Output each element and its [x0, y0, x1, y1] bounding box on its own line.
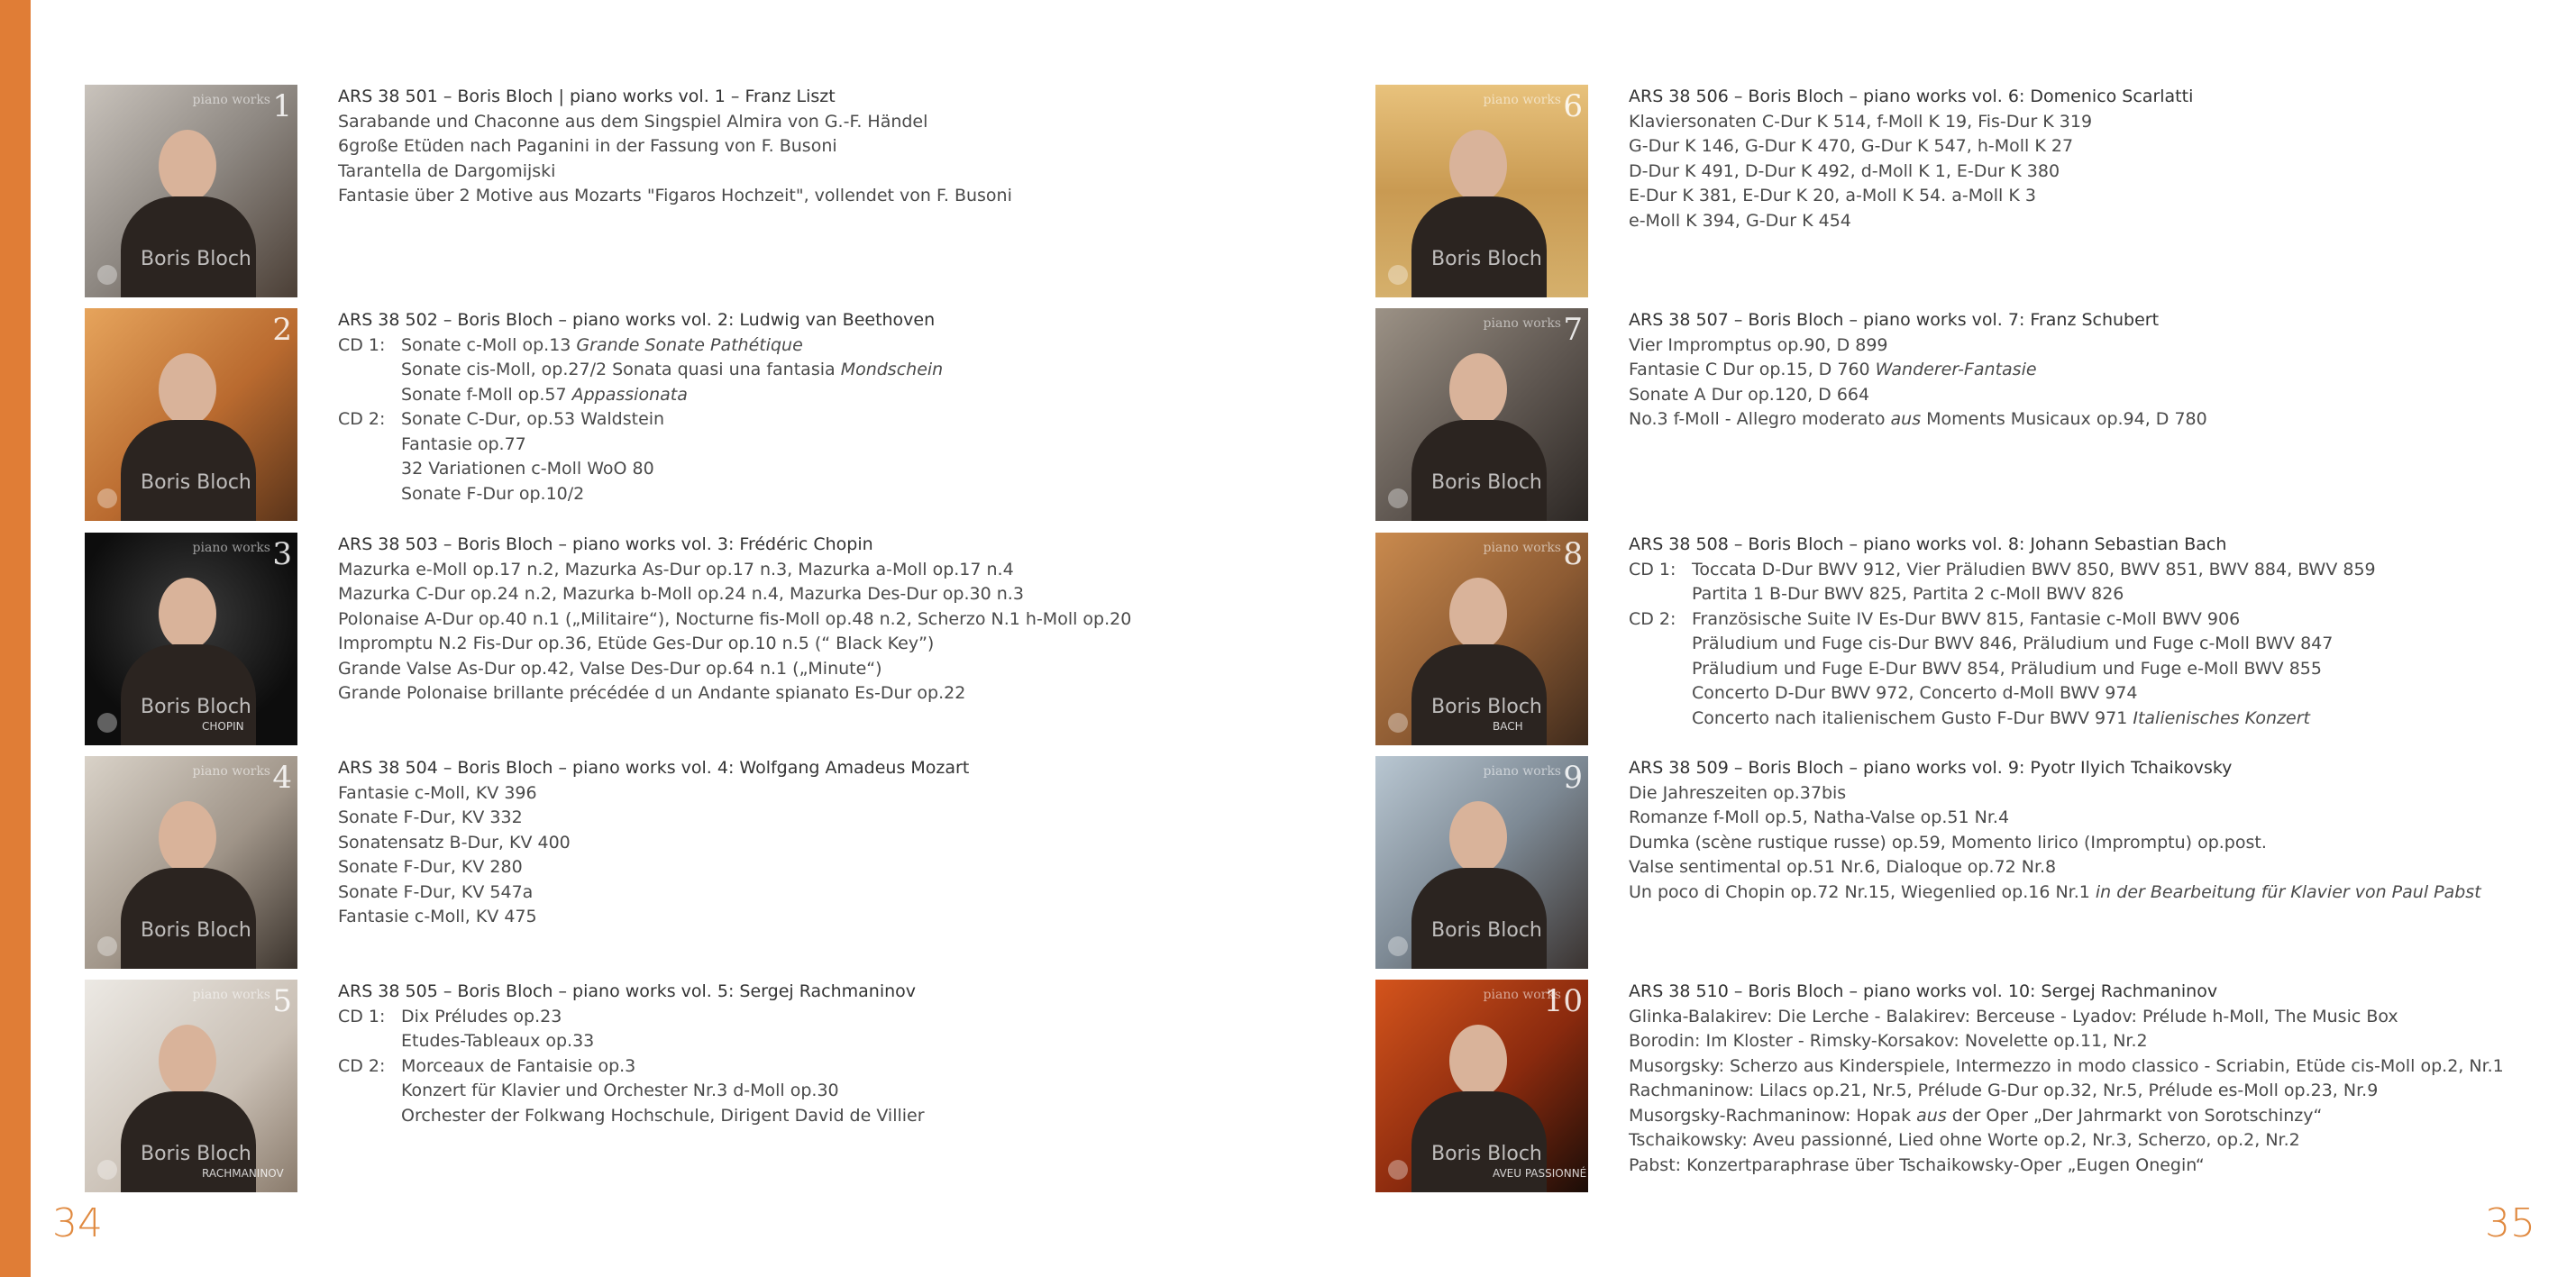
pianist-figure: [1411, 1016, 1547, 1192]
page-number-left: 34: [52, 1200, 103, 1246]
pianist-figure: [121, 1016, 256, 1192]
label-logo-icon: [97, 713, 117, 733]
cover-composer-name: CHOPIN: [202, 720, 244, 733]
album-description: [338, 533, 1311, 707]
track-text: Orchester der Folkwang Hochschule, Dirigent David de Villier: [401, 1105, 925, 1126]
label-logo-icon: [97, 265, 117, 285]
cover-artist-name: Boris Bloch: [1431, 919, 1542, 942]
cover-series-title: piano works: [192, 93, 270, 107]
cover-artist-name: Boris Bloch: [141, 471, 251, 494]
track-line: [1629, 607, 2576, 633]
cover-volume-number: 3: [272, 536, 292, 572]
track-text: Musorgsky: Scherzo aus Kinderspiele, Intermezzo in modo classico - Scriabin, Etüde cis-Moll op.2, Nr.1: [1629, 1055, 2504, 1076]
album-entry: [85, 85, 1311, 301]
album-catalog-title: ARS 38 501 – Boris Bloch | piano works vol. 1 – Franz Liszt: [338, 87, 836, 106]
label-logo-icon: [97, 488, 117, 508]
cover-artist-name: Boris Bloch: [141, 1143, 251, 1165]
track-line: [338, 1104, 1311, 1129]
album-cover-image: [85, 85, 297, 297]
track-line: [338, 657, 1311, 682]
cover-volume-number: 9: [1563, 760, 1583, 796]
label-logo-icon: [1388, 936, 1408, 956]
track-line: [338, 632, 1311, 657]
track-line: [1629, 1005, 2576, 1030]
cover-volume-number: 6: [1563, 88, 1583, 124]
track-text: Dix Préludes op.23: [401, 1006, 562, 1026]
track-line: [1629, 209, 2576, 234]
pianist-figure: [1411, 344, 1547, 521]
track-line: [338, 831, 1311, 856]
album-description: [1629, 85, 2576, 233]
album-cover-image: [85, 980, 297, 1192]
album-cover-image: [1375, 980, 1588, 1192]
album-catalog-title: ARS 38 505 – Boris Bloch – piano works vol. 5: Sergej Rachmaninov: [338, 981, 917, 1001]
album-catalog-title: ARS 38 507 – Boris Bloch – piano works vol. 7: Franz Schubert: [1629, 310, 2160, 330]
cover-series-title: piano works: [192, 988, 270, 1002]
track-line: [338, 160, 1311, 185]
track-line: [1629, 1029, 2576, 1054]
cover-composer-name: BACH: [1493, 720, 1523, 733]
pianist-head: [159, 801, 216, 873]
album-cover-image: [1375, 85, 1588, 297]
track-line: [1629, 1079, 2576, 1104]
track-text: Sonate f-Moll op.57: [401, 384, 572, 405]
track-text: Tarantella de Dargomijski: [338, 160, 556, 181]
track-line: [1629, 110, 2576, 135]
track-text: Concerto D-Dur BWV 972, Concerto d-Moll BWV 974: [1692, 683, 2138, 703]
track-text: Mazurka e-Moll op.17 n.2, Mazurka As-Dur op.17 n.3, Mazurka a-Moll op.17 n.4: [338, 559, 1014, 579]
album-entry: [1375, 85, 2576, 301]
album-description: [1629, 980, 2576, 1178]
track-line: [338, 905, 1311, 930]
track-text: Fantasie c-Moll, KV 396: [338, 782, 537, 803]
track-line: [338, 681, 1311, 707]
track-text: Partita 1 B-Dur BWV 825, Partita 2 c-Moll BWV 826: [1692, 584, 2124, 604]
album-catalog-title: ARS 38 510 – Boris Bloch – piano works vol. 10: Sergej Rachmaninov: [1629, 981, 2218, 1001]
cover-series-title: piano works: [1483, 316, 1561, 331]
track-line: [338, 433, 1311, 458]
cover-volume-number: 8: [1563, 536, 1583, 572]
track-text: No.3 f-Moll - Allegro moderato: [1629, 409, 1891, 429]
cover-series-title: piano works: [192, 764, 270, 779]
cover-artist-name: Boris Bloch: [141, 919, 251, 942]
pianist-figure: [121, 569, 256, 745]
track-text: Französische Suite IV Es-Dur BWV 815, Fantasie c-Moll BWV 906: [1692, 608, 2241, 629]
cover-volume-number: 2: [272, 312, 292, 348]
track-text: Die Jahreszeiten op.37bis: [1629, 782, 1847, 803]
track-subtitle-italic: in der Bearbeitung für Klavier von Paul Pabst: [2095, 881, 2481, 902]
cover-artist-name: Boris Bloch: [1431, 1143, 1542, 1165]
pianist-head: [1449, 353, 1507, 425]
label-logo-icon: [1388, 713, 1408, 733]
track-line: [1629, 160, 2576, 185]
album-catalog-title: ARS 38 506 – Boris Bloch – piano works vol. 6: Domenico Scarlatti: [1629, 87, 2194, 106]
track-line: [1629, 358, 2576, 383]
track-line: [338, 333, 1311, 359]
track-text: 32 Variationen c-Moll WoO 80: [401, 459, 654, 479]
track-text: Dumka (scène rustique russe) op.59, Momento lirico (Impromptu) op.post.: [1629, 832, 2267, 853]
pianist-body: [1411, 868, 1547, 969]
cover-composer-name: AVEU PASSIONNÉ: [1493, 1167, 1587, 1180]
cover-artist-name: Boris Bloch: [141, 248, 251, 270]
track-text: Musorgsky-Rachmaninow: Hopak: [1629, 1105, 1917, 1126]
track-line: [1629, 707, 2576, 732]
cover-volume-number: 4: [272, 760, 292, 796]
track-line: [338, 880, 1311, 906]
track-text: Sonate c-Moll op.13: [401, 334, 577, 355]
album-entry: [85, 980, 1311, 1196]
track-text: Fantasie C Dur op.15, D 760: [1629, 360, 1876, 379]
album-description: [338, 980, 1311, 1128]
track-text: D-Dur K 491, D-Dur K 492, d-Moll K 1, E-Dur K 380: [1629, 160, 2060, 181]
pianist-head: [159, 1025, 216, 1097]
pianist-head: [1449, 801, 1507, 873]
track-line: [338, 1079, 1311, 1104]
album-cover-image: [1375, 308, 1588, 521]
track-text: Sarabande und Chaconne aus dem Singspiel Almira von G.-F. Händel: [338, 111, 928, 132]
cover-artist-name: Boris Bloch: [141, 696, 251, 718]
track-text: Toccata D-Dur BWV 912, Vier Präludien BWV 850, BWV 851, BWV 884, BWV 859: [1692, 559, 2376, 579]
track-line: [1629, 184, 2576, 209]
album-entry: [1375, 980, 2576, 1196]
album-entry: [1375, 308, 2576, 524]
pianist-head: [1449, 130, 1507, 202]
track-line: [338, 781, 1311, 807]
track-text: E-Dur K 381, E-Dur K 20, a-Moll K 54. a-Moll K 3: [1629, 186, 2036, 205]
track-text: Un poco di Chopin op.72 Nr.15, Wiegenlied op.16 Nr.1: [1629, 881, 2096, 902]
track-text: Sonate F-Dur op.10/2: [401, 483, 585, 504]
page-number-right: 35: [2485, 1200, 2535, 1246]
cd-label: CD 2:: [338, 1055, 386, 1076]
track-text: Tschaikowsky: Aveu passionné, Lied ohne Worte op.2, Nr.3, Scherzo, op.2, Nr.2: [1629, 1130, 2300, 1150]
track-line: [1629, 558, 2576, 583]
album-description: [338, 85, 1311, 209]
cover-volume-number: 1: [272, 88, 292, 124]
album-cover-image: [1375, 533, 1588, 745]
album-description: [338, 308, 1311, 506]
track-text: Concerto nach italienischem Gusto F-Dur BWV 971: [1692, 707, 2133, 728]
track-text: Borodin: Im Kloster - Rimsky-Korsakov: Novelette op.11, Nr.2: [1629, 1031, 2148, 1051]
track-text: Klaviersonaten C-Dur K 514, f-Moll K 19, Fis-Dur K 319: [1629, 111, 2093, 132]
pianist-head: [159, 353, 216, 425]
album-catalog-title: ARS 38 502 – Boris Bloch – piano works vol. 2: Ludwig van Beethoven: [338, 310, 936, 330]
cover-volume-number: 5: [272, 983, 292, 1019]
track-line: [1629, 1054, 2576, 1080]
track-line: [338, 110, 1311, 135]
track-text: Etudes-Tableaux op.33: [401, 1031, 595, 1051]
album-description: [1629, 756, 2576, 905]
album-cover-image: [85, 308, 297, 521]
pianist-figure: [1411, 792, 1547, 969]
track-line: [1629, 880, 2576, 906]
album-entry: [85, 533, 1311, 749]
cover-series-title: piano works: [1483, 988, 1561, 1002]
pianist-figure: [121, 792, 256, 969]
track-line: [338, 383, 1311, 408]
track-line: [1629, 134, 2576, 160]
track-text: Präludium und Fuge cis-Dur BWV 846, Präludium und Fuge c-Moll BWV 847: [1692, 634, 2334, 653]
label-logo-icon: [1388, 488, 1408, 508]
track-text: Sonate cis-Moll, op.27/2 Sonata quasi una fantasia: [401, 360, 841, 379]
track-subtitle-italic: Grande Sonate Pathétique: [576, 334, 803, 355]
cover-artist-name: Boris Bloch: [1431, 696, 1542, 718]
track-line: [1629, 657, 2576, 682]
album-description: [1629, 308, 2576, 433]
cd-label: CD 1:: [1629, 559, 1676, 579]
track-text: Rachmaninow: Lilacs op.21, Nr.5, Prélude G-Dur op.32, Nr.5, Prélude es-Moll op.23, Nr.9: [1629, 1081, 2379, 1100]
track-subtitle-italic: aus: [1890, 409, 1922, 429]
track-text: G-Dur K 146, G-Dur K 470, G-Dur K 547, h-Moll K 27: [1629, 136, 2074, 156]
track-subtitle-italic: Appassionata: [571, 384, 688, 405]
track-text: Präludium und Fuge E-Dur BWV 854, Präludium und Fuge e-Moll BWV 855: [1692, 658, 2322, 679]
track-text: Impromptu N.2 Fis-Dur op.36, Etüde Ges-Dur op.10 n.5 (“ Black Key”): [338, 634, 935, 653]
album-entry: [1375, 533, 2576, 749]
cover-artist-name: Boris Bloch: [1431, 471, 1542, 494]
track-line: [338, 184, 1311, 209]
pianist-head: [159, 130, 216, 202]
album-entry: [1375, 756, 2576, 972]
label-logo-icon: [97, 936, 117, 956]
track-text: Sonate F-Dur, KV 547a: [338, 881, 534, 902]
track-line: [338, 582, 1311, 607]
track-text: 6große Etüden nach Paganini in der Fassung von F. Busoni: [338, 136, 837, 156]
album-description: [1629, 533, 2576, 731]
track-line: [338, 358, 1311, 383]
album-entry: [85, 308, 1311, 524]
track-text: Polonaise A-Dur op.40 n.1 („Militaire“), Nocturne fis-Moll op.48 n.2, Scherzo N.1 h-Moll op.20: [338, 608, 1132, 629]
track-line: [338, 806, 1311, 831]
track-line: [338, 1005, 1311, 1030]
track-line: [338, 855, 1311, 880]
pianist-figure: [1411, 569, 1547, 745]
track-line: [1629, 582, 2576, 607]
track-text: Romanze f-Moll op.5, Natha-Valse op.51 Nr.4: [1629, 807, 2010, 827]
track-text: Glinka-Balakirev: Die Lerche - Balakirev: Berceuse - Lyadov: Prélude h-Moll, The Music Box: [1629, 1006, 2398, 1026]
track-text: Fantasie über 2 Motive aus Mozarts "Figaros Hochzeit", vollendet von F. Busoni: [338, 186, 1012, 205]
track-text: Sonate C-Dur, op.53 Waldstein: [401, 409, 665, 429]
cover-series-title: piano works: [1483, 764, 1561, 779]
track-line: [1629, 831, 2576, 856]
track-text: Grande Valse As-Dur op.42, Valse Des-Dur op.64 n.1 („Minute“): [338, 658, 882, 679]
track-line: [338, 607, 1311, 633]
cd-label: CD 2:: [338, 409, 386, 429]
album-cover-image: [85, 533, 297, 745]
track-line: [1629, 632, 2576, 657]
pianist-body: [1411, 644, 1547, 745]
track-subtitle-italic: aus: [1916, 1105, 1947, 1126]
cover-artist-name: Boris Bloch: [1431, 248, 1542, 270]
track-text: Vier Impromptus op.90, D 899: [1629, 334, 1888, 355]
pianist-head: [1449, 578, 1507, 650]
track-text: e-Moll K 394, G-Dur K 454: [1629, 210, 1851, 231]
album-entry: [85, 756, 1311, 972]
cover-series-title: piano works: [1483, 93, 1561, 107]
track-line: [1629, 1104, 2576, 1129]
orange-edge-stripe: [0, 0, 31, 1277]
album-cover-image: [1375, 756, 1588, 969]
track-text: Valse sentimental op.51 Nr.6, Dialoque op.72 Nr.8: [1629, 857, 2057, 877]
pianist-head: [159, 578, 216, 650]
track-subtitle-italic: Italienisches Konzert: [2133, 707, 2310, 728]
track-text: Fantasie op.77: [401, 433, 526, 454]
pianist-body: [1411, 196, 1547, 297]
track-text: Morceaux de Fantaisie op.3: [401, 1055, 636, 1076]
track-line: [1629, 781, 2576, 807]
album-cover-image: [85, 756, 297, 969]
track-text-tail: Moments Musicaux op.94, D 780: [1921, 409, 2207, 429]
track-line: [338, 558, 1311, 583]
cover-volume-number: 10: [1543, 983, 1583, 1019]
cd-label: CD 2:: [1629, 608, 1676, 629]
track-line: [338, 134, 1311, 160]
track-line: [338, 1029, 1311, 1054]
track-line: [1629, 681, 2576, 707]
track-line: [338, 1054, 1311, 1080]
track-text: Sonate A Dur op.120, D 664: [1629, 384, 1870, 405]
pianist-figure: [1411, 121, 1547, 297]
track-line: [1629, 1154, 2576, 1179]
track-text: Sonate F-Dur, KV 280: [338, 857, 523, 877]
label-logo-icon: [1388, 265, 1408, 285]
album-catalog-title: ARS 38 504 – Boris Bloch – piano works vol. 4: Wolfgang Amadeus Mozart: [338, 758, 970, 778]
track-text: Sonatensatz B-Dur, KV 400: [338, 832, 571, 853]
track-subtitle-italic: Wanderer-Fantasie: [1875, 360, 2037, 379]
track-line: [338, 407, 1311, 433]
cover-volume-number: 7: [1563, 312, 1583, 348]
pianist-figure: [121, 344, 256, 521]
track-line: [338, 457, 1311, 482]
track-text: Pabst: Konzertparaphrase über Tschaikowsky-Oper „Eugen Onegin“: [1629, 1154, 2205, 1175]
track-line: [1629, 806, 2576, 831]
track-line: [338, 482, 1311, 507]
label-logo-icon: [97, 1160, 117, 1180]
track-line: [1629, 407, 2576, 433]
cd-label: CD 1:: [338, 334, 386, 355]
album-catalog-title: ARS 38 503 – Boris Bloch – piano works vol. 3: Frédéric Chopin: [338, 534, 873, 554]
track-line: [1629, 333, 2576, 359]
cd-label: CD 1:: [338, 1006, 386, 1026]
track-text: Mazurka C-Dur op.24 n.2, Mazurka b-Moll op.24 n.4, Mazurka Des-Dur op.30 n.3: [338, 584, 1024, 604]
cover-series-title: piano works: [192, 541, 270, 555]
track-line: [1629, 855, 2576, 880]
album-description: [338, 756, 1311, 930]
cover-composer-name: RACHMANINOV: [202, 1167, 284, 1180]
pianist-head: [1449, 1025, 1507, 1097]
track-text: Konzert für Klavier und Orchester Nr.3 d-Moll op.30: [401, 1081, 839, 1100]
track-line: [1629, 383, 2576, 408]
label-logo-icon: [1388, 1160, 1408, 1180]
pianist-body: [121, 196, 256, 297]
track-subtitle-italic: Mondschein: [840, 360, 944, 379]
track-text: Fantasie c-Moll, KV 475: [338, 907, 537, 926]
pianist-body: [121, 420, 256, 521]
cover-series-title: piano works: [1483, 541, 1561, 555]
album-catalog-title: ARS 38 509 – Boris Bloch – piano works vol. 9: Pyotr Ilyich Tchaikovsky: [1629, 758, 2233, 778]
pianist-figure: [121, 121, 256, 297]
album-catalog-title: ARS 38 508 – Boris Bloch – piano works vol. 8: Johann Sebastian Bach: [1629, 534, 2227, 554]
track-text: Sonate F-Dur, KV 332: [338, 807, 523, 827]
pianist-body: [121, 868, 256, 969]
track-line: [1629, 1128, 2576, 1154]
track-text: Grande Polonaise brillante précédée d un Andante spianato Es-Dur op.22: [338, 683, 966, 703]
pianist-body: [1411, 420, 1547, 521]
track-text-tail: der Oper „Der Jahrmarkt von Sorotschinzy“: [1946, 1105, 2323, 1126]
